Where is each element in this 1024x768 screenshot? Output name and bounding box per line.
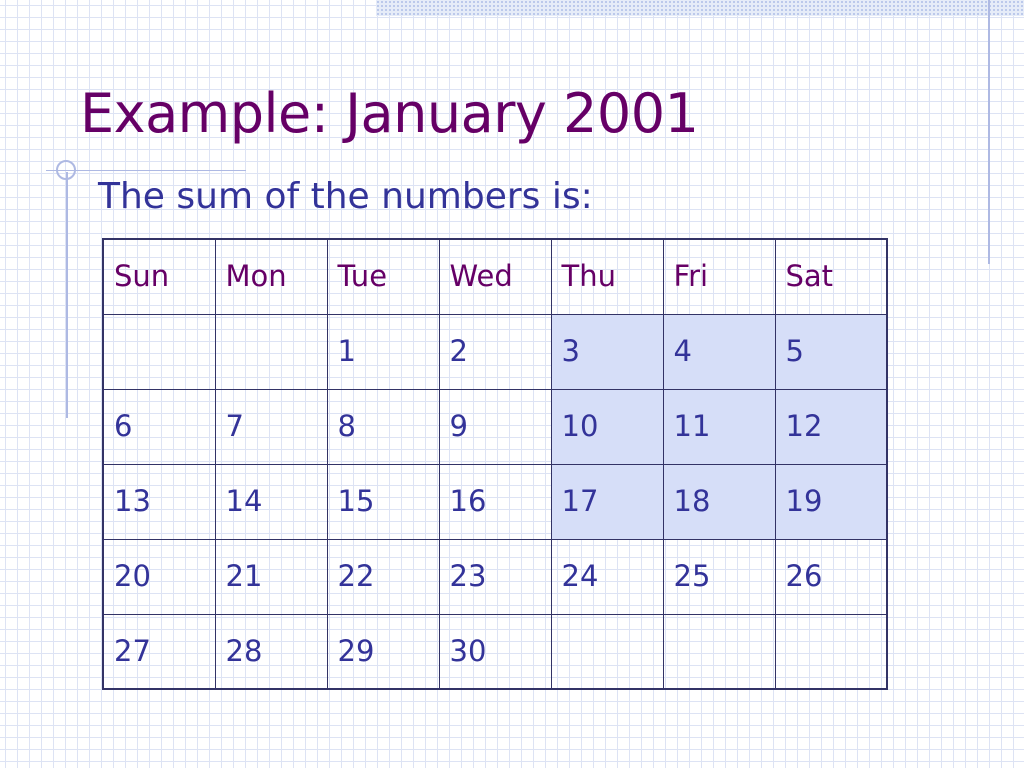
calendar-week-row [103, 464, 887, 539]
calendar-cell: 27 [103, 614, 215, 689]
calendar-cell: 23 [439, 539, 551, 614]
calendar-cell-highlighted: 11 [663, 389, 775, 464]
calendar-cell-highlighted: 12 [775, 389, 887, 464]
left-decoration-rule [66, 172, 68, 418]
slide-title: Example: January 2001 [80, 82, 699, 145]
calendar-cell: 24 [551, 539, 663, 614]
calendar-cell [551, 614, 663, 689]
day-header-tue: Tue [327, 239, 439, 314]
calendar-cell: 7 [215, 389, 327, 464]
calendar-cell: 1 [327, 314, 439, 389]
calendar-cell-highlighted: 10 [551, 389, 663, 464]
calendar-header-row [103, 239, 887, 314]
calendar-cell: 22 [327, 539, 439, 614]
calendar-week-row [103, 314, 887, 389]
calendar-cell: 29 [327, 614, 439, 689]
calendar-cell [775, 614, 887, 689]
calendar-cell [215, 314, 327, 389]
calendar-cell: 8 [327, 389, 439, 464]
day-header-fri: Fri [663, 239, 775, 314]
calendar-week-row [103, 389, 887, 464]
title-underline-rule [46, 170, 246, 171]
day-header-mon: Mon [215, 239, 327, 314]
day-header-wed: Wed [439, 239, 551, 314]
calendar-cell [103, 314, 215, 389]
calendar-cell: 26 [775, 539, 887, 614]
calendar-cell: 16 [439, 464, 551, 539]
bullet-ring-icon [56, 160, 76, 180]
calendar-table [102, 238, 888, 690]
header-decoration-band [376, 0, 1024, 16]
calendar-cell: 6 [103, 389, 215, 464]
calendar-cell: 14 [215, 464, 327, 539]
calendar-cell: 20 [103, 539, 215, 614]
calendar-cell-highlighted: 17 [551, 464, 663, 539]
calendar-cell: 9 [439, 389, 551, 464]
calendar-cell: 28 [215, 614, 327, 689]
calendar-cell: 21 [215, 539, 327, 614]
day-header-thu: Thu [551, 239, 663, 314]
calendar-cell-highlighted: 19 [775, 464, 887, 539]
calendar-cell-highlighted: 18 [663, 464, 775, 539]
slide-subtitle: The sum of the numbers is: [98, 176, 593, 217]
calendar-week-row [103, 614, 887, 689]
calendar-cell: 2 [439, 314, 551, 389]
calendar-cell-highlighted: 3 [551, 314, 663, 389]
calendar-cell: 30 [439, 614, 551, 689]
calendar-cell: 25 [663, 539, 775, 614]
calendar-cell: 15 [327, 464, 439, 539]
calendar-cell [663, 614, 775, 689]
right-decoration-rule [988, 0, 990, 264]
calendar-cell-highlighted: 4 [663, 314, 775, 389]
calendar-cell-highlighted: 5 [775, 314, 887, 389]
day-header-sun: Sun [103, 239, 215, 314]
calendar-cell: 13 [103, 464, 215, 539]
day-header-sat: Sat [775, 239, 887, 314]
calendar-week-row [103, 539, 887, 614]
